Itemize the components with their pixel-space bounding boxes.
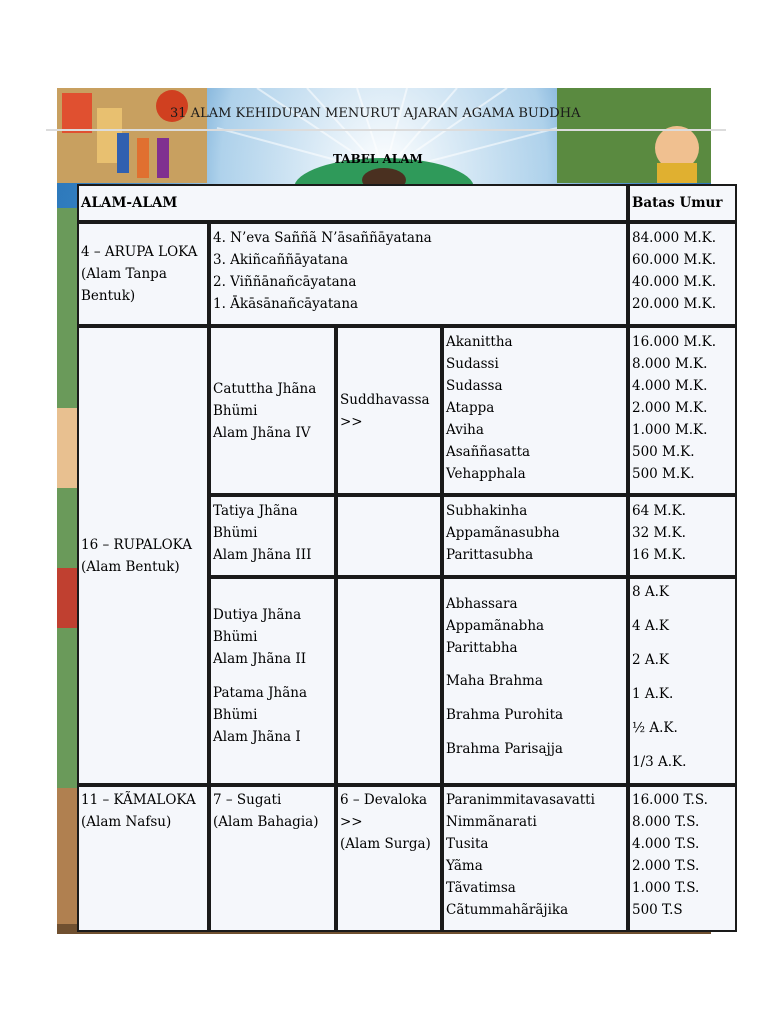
jhana-label-line: Alam Jhãna IV — [213, 424, 311, 441]
lifespan-value: 8.000 T.S. — [632, 814, 700, 830]
devaloka-label: 6 – Devaloka — [340, 792, 428, 808]
jhana-label-line: Alam Jhãna II — [213, 651, 307, 667]
jhana-label-line: Patama Jhãna — [213, 685, 308, 701]
jhana-3-lifespan — [628, 495, 737, 577]
suddhavassa-label: Suddhavassa — [340, 391, 430, 408]
rupaloka-name — [77, 326, 209, 785]
realm-item: Cãtummahãrãjika — [446, 902, 569, 918]
jhana-label-line: Alam Jhãna III — [213, 547, 312, 563]
realm-item: 2. Viññānañcāyatana — [213, 274, 357, 290]
realm-item: Parittasubha — [446, 547, 534, 563]
jhana-3-empty-cell — [336, 495, 442, 577]
arupa-realms — [209, 222, 628, 326]
arrow-marker: >> — [340, 413, 363, 430]
realm-item: Tãvatimsa — [446, 880, 516, 896]
suddhavassa-cell — [336, 326, 442, 495]
jhana-2-1-label — [209, 577, 336, 785]
lifespan-value: 84.000 M.K. — [632, 230, 717, 246]
realm-item: 3. Akiñcaññāyatana — [213, 252, 349, 268]
lifespan-value: 1/3 A.K. — [632, 754, 687, 770]
lifespan-value: 500 T.S — [632, 902, 683, 918]
realm-item: Maha Brahma — [446, 673, 543, 689]
realm-item: Aviha — [446, 422, 484, 438]
realm-item: 4. N’eva Saññã N’āsaññāyatana — [213, 230, 432, 246]
realm-item: Sudassi — [446, 356, 499, 372]
lifespan-value: 4.000 M.K. — [632, 378, 708, 394]
document-title: 31 ALAM KEHIDUPAN MENURUT AJARAN AGAMA BUDDHA — [170, 106, 581, 121]
jhana-label-line: Bhümi — [213, 707, 258, 723]
jhana-label-line: Dutiya Jhãna — [213, 607, 302, 623]
lifespan-value: 64 M.K. — [632, 503, 686, 519]
kama-name: 11 – KÃMALOKA — [81, 792, 196, 808]
realm-item: Sudassa — [446, 378, 503, 394]
lifespan-value: ½ A.K. — [632, 720, 678, 736]
realm-item: Subhakinha — [446, 503, 528, 519]
lifespan-value: 16.000 T.S. — [632, 792, 708, 808]
lifespan-value: 2 A.K — [632, 652, 670, 668]
jhana-2-1-lifespan — [628, 577, 737, 785]
arupa-name: 4 – ARUPA LOKA — [81, 244, 198, 260]
lifespan-value: 40.000 M.K. — [632, 274, 717, 290]
arrow-marker: >> — [340, 814, 363, 830]
kama-desc: (Alam Nafsu) — [81, 814, 172, 830]
jhana-label-line: Bhümi — [213, 402, 258, 419]
kama-realms — [442, 785, 628, 932]
table-title: TABEL ALAM — [333, 152, 423, 166]
realm-item: Brahma Parisajja — [446, 741, 563, 757]
realm-item: Parittabha — [446, 640, 518, 656]
jhana-label-line: Tatiya Jhãna — [213, 503, 298, 519]
lifespan-value: 16.000 M.K. — [632, 334, 717, 350]
jhana-label-line: Bhümi — [213, 629, 258, 645]
realm-item: Paranimmitavasavatti — [446, 792, 595, 808]
jhana-4-lifespan — [628, 326, 737, 495]
jhana-2-1-realms — [442, 577, 628, 785]
realm-item: Tusita — [446, 836, 489, 852]
lifespan-value: 500 M.K. — [632, 444, 695, 460]
realm-item: Vehapphala — [446, 466, 526, 482]
lifespan-value: 2.000 M.K. — [632, 400, 708, 416]
lifespan-value: 1.000 M.K. — [632, 422, 708, 438]
jhana-3-realms — [442, 495, 628, 577]
lifespan-value: 60.000 M.K. — [632, 252, 717, 268]
lifespan-value: 32 M.K. — [632, 525, 686, 541]
realm-item: Atappa — [446, 400, 495, 416]
realm-item: Appamãnabha — [446, 618, 545, 634]
realm-item: Akanittha — [446, 334, 513, 350]
kama-lifespan — [628, 785, 737, 932]
jhana-2-1-empty-cell — [336, 577, 442, 785]
kamaloka-name — [77, 785, 209, 932]
lifespan-value: 500 M.K. — [632, 466, 695, 482]
lifespan-value: 20.000 M.K. — [632, 296, 717, 312]
devaloka-desc: (Alam Surga) — [340, 836, 431, 852]
realm-item: Asaññasatta — [446, 444, 531, 460]
realm-item: Yãma — [446, 858, 483, 874]
realm-item: Appamãnasubha — [446, 525, 560, 541]
arupa-desc-line: (Alam Tanpa — [81, 266, 167, 282]
sugati-label: 7 – Sugati — [213, 792, 282, 808]
rupa-desc: (Alam Bentuk) — [81, 558, 180, 575]
jhana-label-line: Bhümi — [213, 525, 258, 541]
jhana-4-realms — [442, 326, 628, 495]
jhana-label-line: Alam Jhãna I — [213, 729, 301, 745]
header-rule — [46, 129, 726, 131]
header-lifespan — [628, 184, 737, 222]
jhana-3-label — [209, 495, 336, 577]
header-lifespan-label: Batas Umur — [632, 195, 723, 211]
sugati-cell — [209, 785, 336, 932]
arupa-lifespan — [628, 222, 737, 326]
lifespan-value: 8.000 M.K. — [632, 356, 708, 372]
header-realms — [77, 184, 628, 222]
lifespan-value: 4 A.K — [632, 618, 670, 634]
sugati-desc: (Alam Bahagia) — [213, 814, 319, 830]
jhana-4-label — [209, 326, 336, 495]
arupa-desc-line: Bentuk) — [81, 288, 136, 304]
lifespan-value: 1 A.K. — [632, 686, 674, 702]
lifespan-value: 1.000 T.S. — [632, 880, 700, 896]
rupa-name: 16 – RUPALOKA — [81, 536, 192, 553]
lifespan-value: 16 M.K. — [632, 547, 686, 563]
realm-item: Abhassara — [446, 596, 518, 612]
realm-item: 1. Ākāsānañcāyatana — [213, 296, 359, 312]
arupa-loka-name — [77, 222, 209, 326]
realm-item: Nimmãnarati — [446, 814, 537, 830]
lifespan-value: 4.000 T.S. — [632, 836, 700, 852]
realm-item: Brahma Purohita — [446, 707, 564, 723]
jhana-label-line: Catuttha Jhãna — [213, 380, 317, 397]
lifespan-value: 2.000 T.S. — [632, 858, 700, 874]
devaloka-cell — [336, 785, 442, 932]
header-realms-label: ALAM-ALAM — [81, 195, 178, 211]
lifespan-value: 8 A.K — [632, 584, 670, 600]
